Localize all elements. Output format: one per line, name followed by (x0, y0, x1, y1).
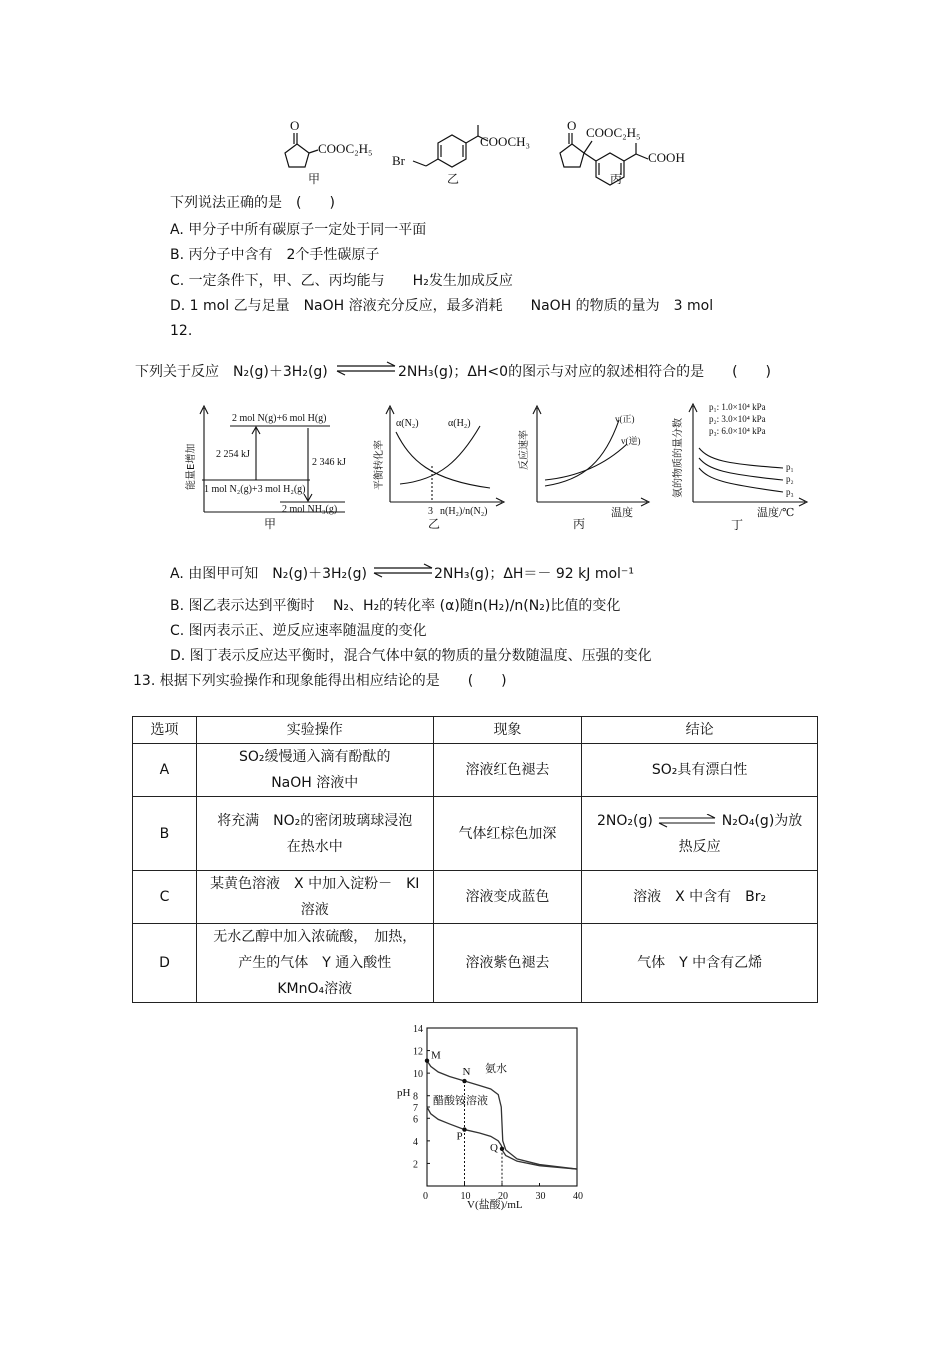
fig-ding-legend-2: p₂: 3.0×10⁴ kPa (709, 414, 766, 424)
row-b-operation (196, 797, 433, 871)
x-tick-label: 30 (535, 1191, 546, 1202)
x-tick-label: 40 (573, 1191, 583, 1202)
ph-titration-chart (385, 1020, 605, 1215)
fig-bing-ylabel: 反应速率 (519, 430, 530, 470)
row-d-phenomenon: 溶液紫色褪去 (433, 924, 582, 1003)
point-label-m: M (431, 1049, 441, 1062)
row-b-conclusion (582, 797, 818, 871)
x-tick-label: 10 (460, 1191, 471, 1202)
row-b-conc-line2: 热反应 (678, 838, 721, 855)
table-row (133, 797, 818, 871)
fig-ding-xlabel: 温度/℃ (757, 507, 795, 519)
header-phenomenon: 现象 (433, 717, 582, 744)
y-tick-label: 14 (413, 1024, 423, 1035)
fig-jia-mid-state: 1 mol N₂(g)+3 mol H₂(g) (204, 484, 306, 495)
q11-option-a: A. 甲分子中所有碳原子一定处于同一平面 (170, 222, 427, 238)
row-a-op-line2: NaOH 溶液中 (271, 775, 359, 791)
header-operation: 实验操作 (196, 717, 433, 744)
row-c-op-line1: 某黄色溶液 X 中加入淀粉－ KI (210, 876, 420, 892)
row-a-conclusion: SO₂具有漂白性 (582, 744, 818, 797)
fig-jia-e2: 2 346 kJ (312, 457, 346, 468)
header-option: 选项 (133, 717, 197, 744)
q11-option-d: D. 1 mol 乙与足量 NaOH 溶液充分反应，最多消耗 NaOH 的物质的量为 3 mol (170, 298, 714, 314)
y-tick-label: 2 (413, 1159, 418, 1171)
point-q (500, 1147, 504, 1151)
fig-ding-legend-1: p₁: 1.0×10⁴ kPa (709, 402, 766, 412)
fig-yi-xlabel: n(H₂)/n(N₂) (440, 506, 488, 517)
fig-bing-xlabel: 温度 (611, 507, 633, 519)
row-a-option: A (133, 744, 197, 797)
row-c-op-line2: 溶液 (300, 902, 329, 918)
bing-label: 丙 (610, 172, 623, 186)
q11-stem: 下列说法正确的是 ( ) (170, 195, 335, 211)
q12-option-d: D. 图丁表示反应达平衡时，混合气体中氨的物质的量分数随温度、压强的变化 (170, 648, 652, 664)
bing-acid: COOH (648, 150, 685, 165)
q12-number: 12. (170, 323, 193, 339)
y-tick-label: 6 (413, 1114, 418, 1126)
x-tick-label: 0 (423, 1191, 428, 1202)
bing-ester: COOC₂H₅ (586, 125, 641, 140)
row-b-conc-right: N₂O₄(g)为放 (721, 812, 803, 829)
row-a-operation (196, 744, 433, 797)
fig-yi-curve1: α(N₂) (396, 418, 419, 429)
jia-ester: COOC₂H₅ (318, 141, 373, 156)
fig-jia-e1: 2 254 kJ (216, 449, 250, 460)
fig-ding-label: 丁 (731, 518, 744, 532)
equilibrium-arrow (335, 361, 397, 377)
q12-fig-jia (180, 400, 360, 535)
fig-ding-ylabel: 氨的物质的量分数 (673, 418, 684, 498)
q12-stem-left: 下列关于反应 N₂(g)＋3H₂(g) (135, 364, 328, 380)
fig-jia-label: 甲 (264, 517, 277, 531)
equilibrium-arrow (657, 814, 717, 828)
row-d-option: D (133, 924, 197, 1003)
row-a-phenomenon: 溶液红色褪去 (433, 744, 582, 797)
row-a-op-line1: SO₂缓慢通入滴有酚酞的 (238, 749, 391, 765)
y-tick-label: 4 (413, 1136, 418, 1148)
row-d-op-line2: 产生的气体 Y 通入酸性 (238, 955, 392, 971)
fig-yi-label: 乙 (428, 517, 441, 531)
yi-ester: COOCH₃ (480, 134, 531, 149)
jia-ketone-o: O (290, 118, 300, 133)
table-row (133, 871, 818, 924)
row-d-op-line1: 无水乙醇中加入浓硫酸， 加热， (213, 929, 417, 945)
y-tick-label: 12 (413, 1046, 423, 1058)
x-tick-label: 20 (498, 1191, 508, 1202)
jia-label: 甲 (308, 172, 321, 186)
header-conclusion: 结论 (582, 717, 818, 744)
fig-yi-curve2: α(H₂) (448, 418, 471, 429)
y-axis-label: pH (397, 1087, 411, 1099)
table-row (133, 924, 818, 1003)
yi-label: 乙 (447, 172, 460, 186)
series-label-ammonium-acetate: 醋酸铵溶液 (433, 1094, 488, 1107)
fig-bing-curve1: v(正) (615, 414, 635, 424)
y-tick-label: 8 (413, 1091, 418, 1103)
row-b-op-line2: 在热水中 (286, 838, 343, 855)
q12-option-b: B. 图乙表示达到平衡时 N₂、H₂的转化率 (α)随n(H₂)/n(N₂)比值的变化 (170, 598, 621, 614)
q12-stem-right: 2NH₃(g)；ΔH<0的图示与对应的叙述相符合的是 ( ) (398, 364, 771, 380)
yi-br: Br (392, 153, 405, 168)
series-label-ammonia: 氨水 (485, 1062, 507, 1075)
y-tick-label: 7 (413, 1103, 418, 1114)
row-c-operation (196, 871, 433, 924)
row-d-conclusion: 气体 Y 中含有乙烯 (582, 924, 818, 1003)
row-d-op-line3: KMnO₄溶液 (277, 981, 353, 997)
equilibrium-arrow (372, 563, 434, 579)
q13-table (132, 716, 818, 1003)
q12-fig-ding (665, 398, 815, 535)
fig-ding-curve-p3: p₃ (786, 487, 794, 497)
point-label-p: P (456, 1130, 463, 1143)
q11-structures (270, 115, 710, 190)
point-label-n: N (462, 1066, 471, 1079)
point-p (462, 1127, 466, 1131)
fig-yi-ylabel: 平衡转化率 (374, 440, 385, 490)
q12-fig-yi (370, 400, 510, 535)
fig-jia-top-state: 2 mol N(g)+6 mol H(g) (232, 413, 327, 424)
q11-option-b: B. 丙分子中含有 2个手性碳原子 (170, 247, 380, 263)
row-b-op-line1: 将充满 NO₂的密闭玻璃球浸泡 (217, 812, 413, 829)
q13-stem: 13. 根据下列实验操作和现象能得出相应结论的是 ( ) (133, 673, 507, 689)
fig-ding-legend-3: p₃: 6.0×10⁴ kPa (709, 426, 766, 436)
fig-bing-curve2: v(逆) (621, 436, 641, 446)
q11-option-c: C. 一定条件下，甲、乙、丙均能与 H₂发生加成反应 (170, 273, 513, 289)
fig-ding-curve-p1: p₁ (786, 462, 794, 472)
row-c-option: C (133, 871, 197, 924)
fig-jia-ylabel: 能量E增加 (186, 443, 197, 490)
bing-ketone-o: O (567, 118, 577, 133)
point-n (462, 1079, 466, 1083)
fig-yi-xtick: 3 (428, 506, 433, 517)
q12-option-a-right: 2NH₃(g)；ΔH＝－ 92 kJ mol⁻¹ (434, 566, 634, 582)
y-tick-label: 10 (413, 1069, 423, 1081)
row-d-operation (196, 924, 433, 1003)
q12-option-a-left: A. 由图甲可知 N₂(g)＋3H₂(g) (170, 566, 367, 582)
fig-bing-label: 丙 (573, 517, 586, 531)
row-b-conc-left: 2NO₂(g) (597, 812, 653, 829)
point-label-q: Q (490, 1141, 498, 1154)
row-c-conclusion: 溶液 X 中含有 Br₂ (582, 871, 818, 924)
table-row (133, 744, 818, 797)
x-axis-label: V(盐酸)/mL (467, 1199, 523, 1211)
row-b-phenomenon: 气体红棕色加深 (433, 797, 582, 871)
row-c-phenomenon: 溶液变成蓝色 (433, 871, 582, 924)
q12-option-c: C. 图丙表示正、逆反应速率随温度的变化 (170, 623, 427, 639)
fig-ding-curve-p2: p₂ (786, 474, 794, 484)
point-m (425, 1059, 429, 1063)
row-b-option: B (133, 797, 197, 871)
q12-fig-bing (515, 400, 655, 535)
fig-jia-low-state: 2 mol NH₃(g) (282, 504, 338, 515)
table-header-row (133, 717, 818, 744)
